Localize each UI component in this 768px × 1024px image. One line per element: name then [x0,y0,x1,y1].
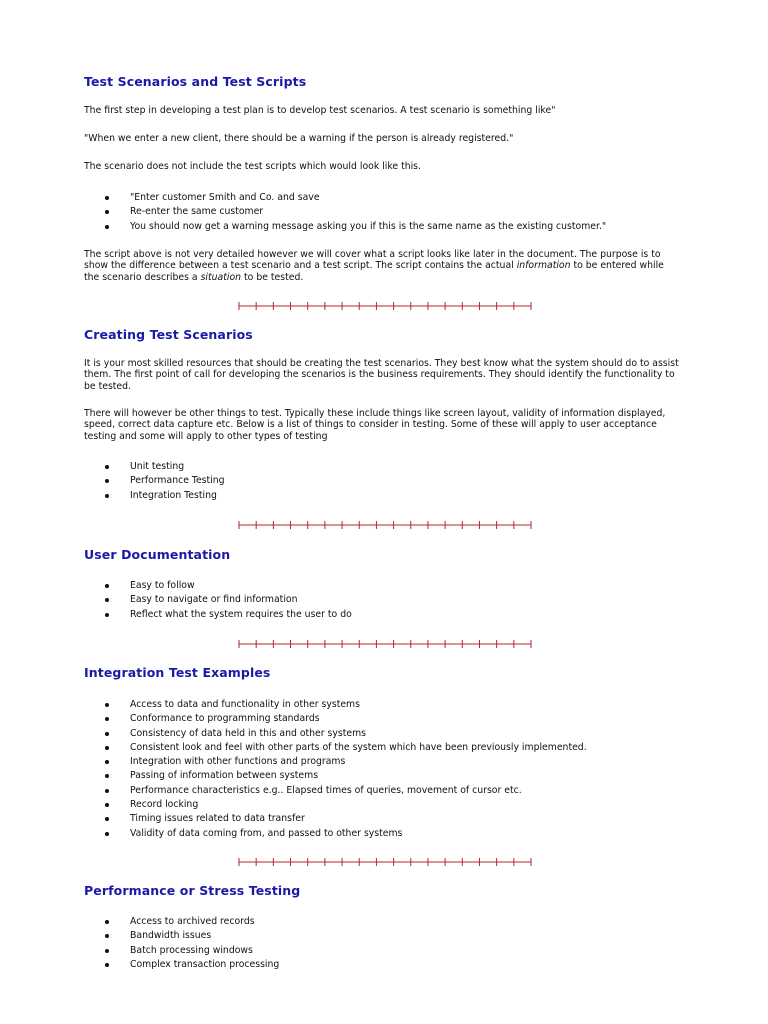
ruler-divider [237,856,533,868]
list-item: Consistency of data held in this and other systems [84,727,680,741]
paragraph-scripts-note: The scenario does not include the test scripts which would look like this. [84,161,421,172]
bullet-icon [105,732,109,736]
list-item: Unit testing [84,460,680,474]
bullet-list-user-documentation [84,579,680,622]
list-item: Access to data and functionality in other systems [84,698,680,712]
bullet-icon [105,934,109,938]
bullet-icon [105,225,109,229]
heading-integration-test-examples: Integration Test Examples [84,665,271,680]
bullet-icon [105,703,109,707]
heading-user-documentation: User Documentation [84,547,231,562]
list-item: Integration with other functions and programs [84,755,680,769]
bullet-icon [105,717,109,721]
bullet-icon [105,817,109,821]
paragraph-other-things-to-test: There will however be other things to test. Typically these include things like screen layout, validity of information displayed, speed, correct data capture etc. Below is a list of things to consider in testing. Some of these will apply to user acceptance testing and some will apply to other types of testing [84,408,666,442]
list-item: Validity of data coming from, and passed to other systems [84,827,680,841]
bullet-icon [105,949,109,953]
bullet-icon [105,479,109,483]
list-item: Access to archived records [84,915,680,929]
heading-creating-test-scenarios: Creating Test Scenarios [84,327,253,342]
bullet-icon [105,613,109,617]
list-item: Performance Testing [84,474,680,488]
bullet-icon [105,494,109,498]
bullet-list-integration-tests [84,698,680,841]
paragraph-skilled-resources: It is your most skilled resources that should be creating the test scenarios. They best know what the system should do to assist them. The first point of call for developing the scenarios is the business requirements. They should identify the functionality to be tested. [84,358,679,392]
bullet-icon [105,584,109,588]
list-item: Re-enter the same customer [84,205,680,219]
bullet-icon [105,774,109,778]
bullet-list-script-steps [84,191,680,234]
list-item: Integration Testing [84,489,680,503]
bullet-icon [105,803,109,807]
list-item: Batch processing windows [84,944,680,958]
paragraph-scenario-example: "When we enter a new client, there should be a warning if the person is already registered." [84,133,514,144]
heading-performance-or-stress-testing: Performance or Stress Testing [84,883,301,898]
bullet-list-testing-types [84,460,680,503]
list-item: "Enter customer Smith and Co. and save [84,191,680,205]
list-item: Easy to navigate or find information [84,593,680,607]
heading-test-scenarios-and-scripts: Test Scenarios and Test Scripts [84,74,307,89]
bullet-icon [105,920,109,924]
bullet-icon [105,598,109,602]
bullet-icon [105,746,109,750]
paragraph-test-plan-intro: The first step in developing a test plan is to develop test scenarios. A test scenario is something like" [84,105,556,116]
list-item: Record locking [84,798,680,812]
bullet-icon [105,210,109,214]
list-item: Conformance to programming standards [84,712,680,726]
ruler-divider [237,519,533,531]
list-item: Timing issues related to data transfer [84,812,680,826]
bullet-list-performance-testing [84,915,680,972]
list-item: Reflect what the system requires the user to do [84,608,680,622]
list-item: Complex transaction processing [84,958,680,972]
ruler-divider [237,638,533,650]
list-item: Bandwidth issues [84,929,680,943]
list-item: Easy to follow [84,579,680,593]
bullet-icon [105,465,109,469]
paragraph-script-vs-scenario: The script above is not very detailed however we will cover what a script looks like later in the document. The purpose is to show the difference between a test scenario and a test script. The script contains the actual information to be entered while the scenario describes a situation to be tested. [84,249,664,283]
ruler-divider [237,300,533,312]
list-item: Consistent look and feel with other parts of the system which have been previously implemented. [84,741,680,755]
bullet-icon [105,963,109,967]
list-item: You should now get a warning message asking you if this is the same name as the existing customer." [84,220,680,234]
bullet-icon [105,760,109,764]
bullet-icon [105,832,109,836]
bullet-icon [105,789,109,793]
bullet-icon [105,196,109,200]
list-item: Performance characteristics e.g.. Elapsed times of queries, movement of cursor etc. [84,784,680,798]
list-item: Passing of information between systems [84,769,680,783]
